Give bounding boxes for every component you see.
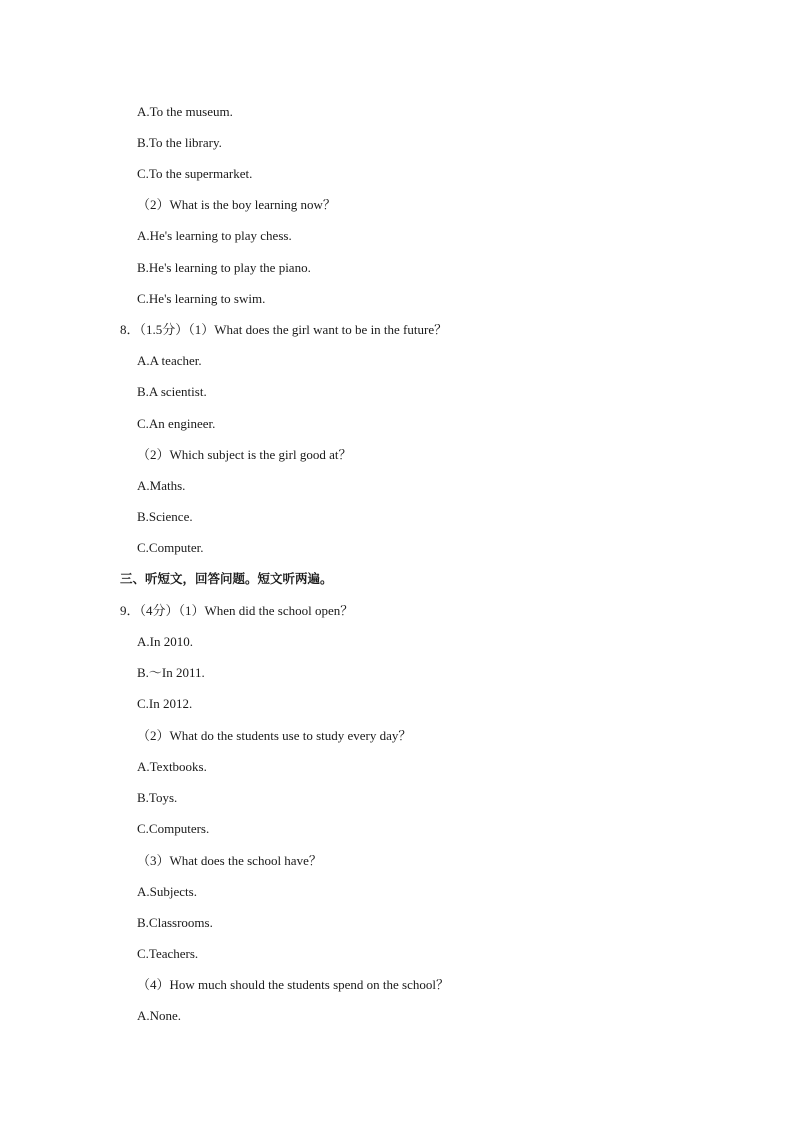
- option-line: A.In 2010.: [137, 634, 193, 649]
- option-line: B.To the library.: [137, 135, 222, 150]
- option-line: B.A scientist.: [137, 384, 207, 399]
- option-line: A.To the museum.: [137, 104, 233, 119]
- option-line: A.None.: [137, 1008, 182, 1023]
- option-line: B.He's learning to play the piano.: [137, 260, 311, 275]
- sub-question: （2）What do the students use to study every day？: [137, 728, 412, 743]
- option-line: B.Science.: [137, 509, 193, 524]
- option-line: B.Toys.: [137, 790, 178, 805]
- option-line: B.～In 2011.: [137, 665, 205, 680]
- option-line: A.Textbooks.: [137, 759, 207, 774]
- sub-question: （2）Which subject is the girl good at？: [137, 447, 352, 462]
- option-line: C.Computer.: [137, 540, 204, 555]
- option-line: C.Computers.: [137, 821, 210, 836]
- option-line: C.Teachers.: [137, 946, 199, 961]
- question-heading: 9．（4分）（1）When did the school open？: [120, 603, 354, 618]
- option-line: A.A teacher.: [137, 353, 202, 368]
- option-line: C.In 2012.: [137, 696, 193, 711]
- sub-question: （3）What does the school have？: [137, 853, 322, 868]
- question-heading: 8．（1.5分）（1）What does the girl want to be in the future？: [120, 322, 448, 337]
- option-line: C.He's learning to swim.: [137, 291, 266, 306]
- option-line: A.Subjects.: [137, 884, 197, 899]
- sub-question: （2）What is the boy learning now？: [137, 197, 336, 212]
- option-line: C.An engineer.: [137, 416, 216, 431]
- option-line: A.Maths.: [137, 478, 186, 493]
- option-line: A.He's learning to play chess.: [137, 228, 292, 243]
- sub-question: （4）How much should the students spend on the school？: [137, 977, 449, 992]
- section-heading: 三、听短文，回答问题。短文听两遍。: [120, 571, 333, 586]
- option-line: C.To the supermarket.: [137, 166, 253, 181]
- option-line: B.Classrooms.: [137, 915, 213, 930]
